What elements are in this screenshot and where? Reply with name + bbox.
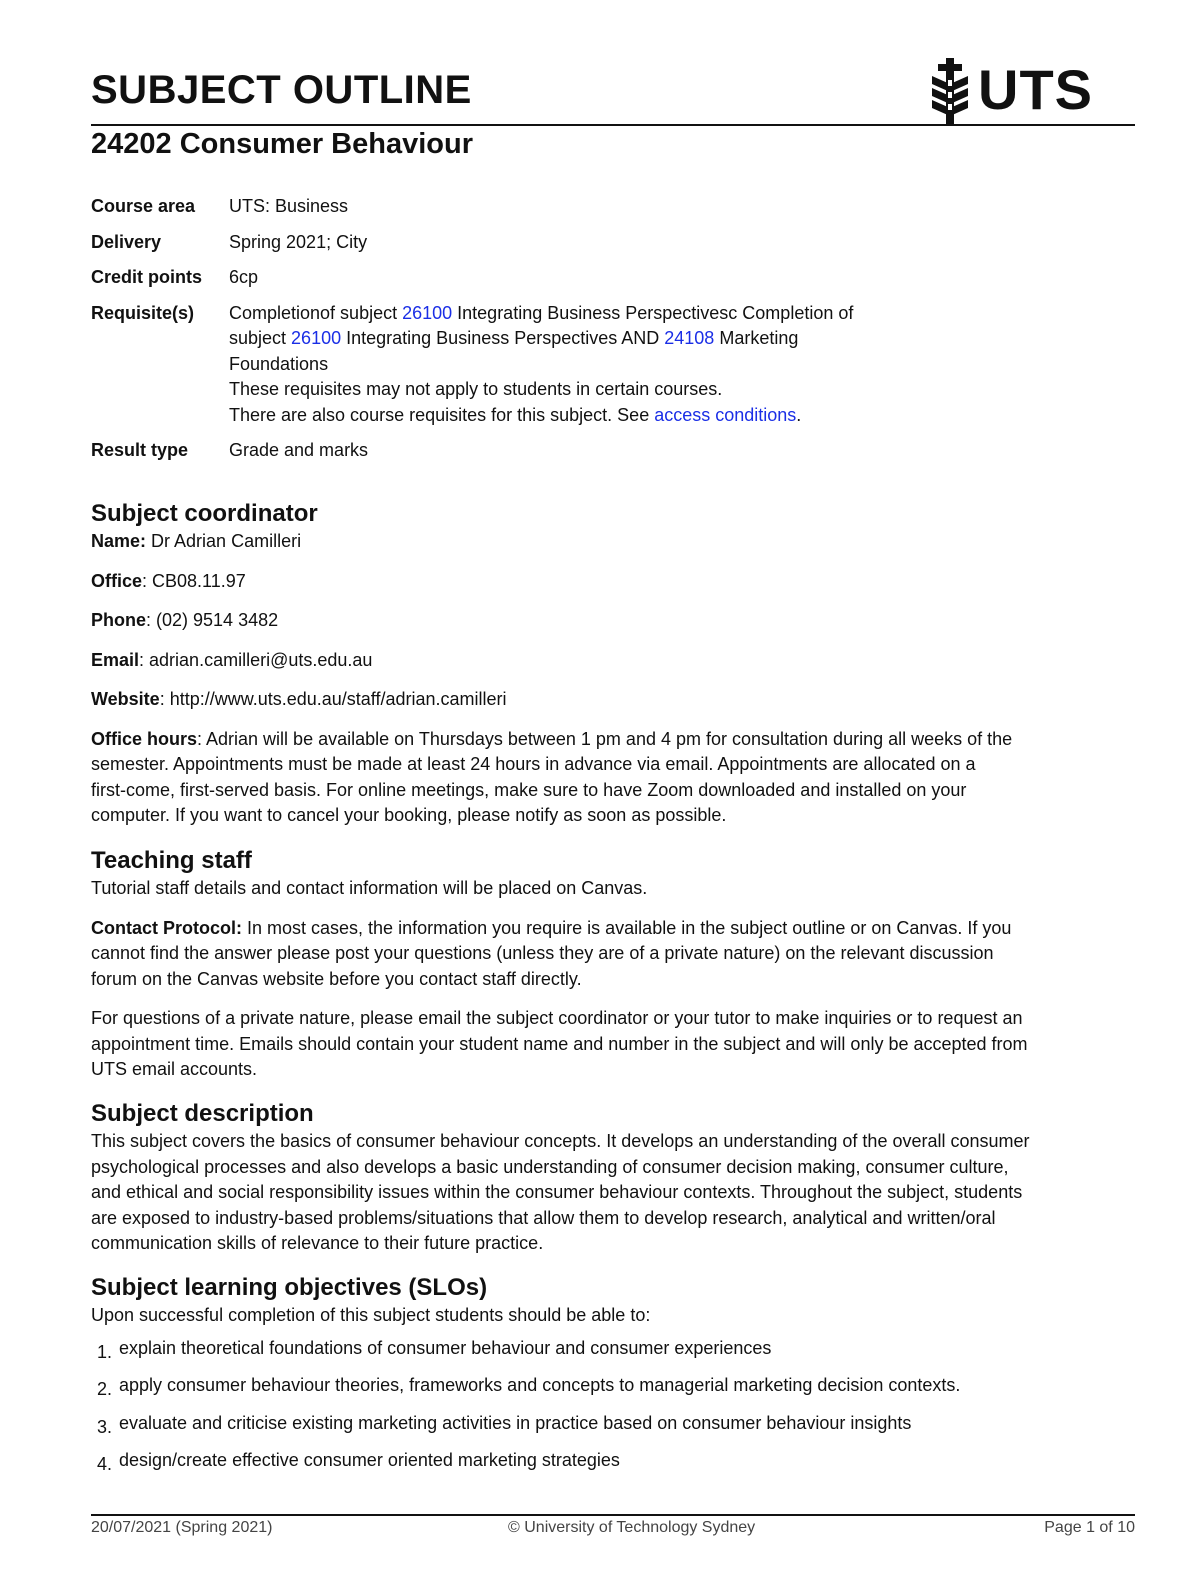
list-item [91, 1373, 1135, 1399]
teaching-intro: Tutorial staff details and contact information will be placed on Canvas. [91, 878, 648, 898]
field-label: Website [91, 689, 160, 709]
section-heading: Subject coordinator [91, 500, 318, 527]
list-number: 3. [97, 1416, 113, 1437]
field-label: Contact Protocol: [91, 917, 242, 938]
objectives-intro: Upon successful completion of this subject students should be able to: [91, 1305, 651, 1325]
coordinator-phone: : (02) 9514 3482 [146, 610, 279, 630]
description-section [91, 1099, 1135, 1271]
subject-title: 24202 Consumer Behaviour [91, 128, 473, 160]
contact-protocol-paragraph [91, 916, 1135, 993]
coordinator-name: Dr Adrian Camilleri [146, 531, 302, 551]
description-paragraph [91, 1129, 1135, 1257]
list-text: design/create effective consumer oriented marketing strategies [119, 1450, 620, 1470]
detail-label: Requisite(s) [91, 302, 195, 323]
coordinator-website: : http://www.uts.edu.au/staff/adrian.camilleri [159, 689, 507, 709]
paragraph-text: For questions of a private nature, please email the subject coordinator or your tutor to make inquiries or to request an [91, 1008, 1023, 1028]
list-item [91, 1336, 1135, 1362]
field-label: Name: [91, 531, 147, 551]
office-hours-text: computer. If you want to cancel your booking, please notify as soon as possible. [91, 805, 727, 825]
field-label: Phone [91, 610, 147, 630]
list-text: apply consumer behaviour theories, frameworks and concepts to managerial marketing decision contexts. [119, 1375, 961, 1395]
requisite-note-end: . [796, 404, 802, 425]
paragraph-text: psychological processes and also develops a basic understanding of consumer decision making, consumer culture, [91, 1156, 1009, 1177]
section-heading: Subject description [91, 1100, 314, 1127]
logo-wordmark: UTS [978, 58, 1093, 121]
subject-details [91, 194, 1091, 474]
requisite-text: Marketing [714, 328, 799, 348]
field-label: Office [91, 570, 143, 591]
section-heading: Subject learning objectives (SLOs) [91, 1274, 488, 1301]
requisite-text: Integrating Business Perspectivesc Completion of [452, 302, 854, 323]
field-label: Email [91, 649, 140, 670]
requisite-note: These requisites may not apply to students in certain courses. [229, 379, 723, 399]
paragraph-text: UTS email accounts. [91, 1059, 258, 1079]
objectives-section [91, 1273, 1135, 1486]
footer-date: 20/07/2021 (Spring 2021) [91, 1519, 273, 1536]
list-number: 1. [97, 1341, 113, 1362]
detail-row-requisites [91, 301, 1091, 429]
header-divider [91, 124, 1135, 126]
paragraph-text: forum on the Canvas website before you contact staff directly. [91, 968, 582, 989]
footer-divider [91, 1514, 1135, 1516]
detail-label: Result type [91, 440, 189, 460]
detail-row-credit-points [91, 265, 1091, 291]
detail-row-course-area [91, 194, 1091, 220]
paragraph-text: are exposed to industry-based problems/situations that allow them to develop research, analytical and written/oral [91, 1207, 996, 1228]
detail-value: Spring 2021; City [229, 231, 368, 252]
section-heading: Teaching staff [91, 847, 252, 874]
detail-label: Credit points [91, 267, 202, 287]
detail-label: Delivery [91, 231, 162, 252]
detail-row-result-type [91, 438, 1091, 464]
objectives-list [91, 1336, 1135, 1474]
detail-row-delivery [91, 230, 1091, 256]
requisite-link-26100[interactable]: 26100 [402, 302, 453, 323]
paragraph-text: appointment time. Emails should contain your student name and number in the subject and will only be accepted from [91, 1033, 1028, 1054]
office-hours-text: : Adrian will be available on Thursdays between 1 pm and 4 pm for consultation during all weeks of the [197, 728, 1013, 749]
page-title: SUBJECT OUTLINE [91, 68, 472, 112]
paragraph-text: This subject covers the basics of consumer behaviour concepts. It develops an understanding of the overall consumer [91, 1131, 1030, 1151]
requisite-text: Integrating Business Perspectives AND [341, 328, 665, 348]
paragraph-text: In most cases, the information you require is available in the subject outline or on Canvas. If you [242, 917, 1012, 938]
requisite-note: There are also course requisites for this subject. See [229, 404, 655, 425]
footer-page-number: Page 1 of 10 [1044, 1519, 1135, 1536]
coordinator-office: : CB08.11.97 [142, 570, 246, 591]
paragraph-text: cannot find the answer please post your questions (unless they are of a private nature) on the relevant discussion [91, 943, 994, 963]
access-conditions-link[interactable]: access conditions [654, 404, 797, 425]
coordinator-section [91, 499, 1135, 843]
detail-value: Grade and marks [229, 440, 369, 460]
list-text: evaluate and criticise existing marketing activities in practice based on consumer behaviour insights [119, 1412, 912, 1433]
requisites-text [229, 301, 1091, 429]
office-hours-text: semester. Appointments must be made at least 24 hours in advance via email. Appointments are allocated on a [91, 754, 976, 774]
list-number: 4. [97, 1454, 113, 1474]
requisite-text: subject [229, 328, 292, 348]
detail-value: UTS: Business [229, 196, 349, 216]
footer-copyright: © University of Technology Sydney [508, 1519, 756, 1536]
requisite-text: Foundations [229, 353, 329, 374]
private-questions-paragraph [91, 1006, 1135, 1083]
list-text: explain theoretical foundations of consumer behaviour and consumer experiences [119, 1337, 772, 1358]
requisite-link-24108[interactable]: 24108 [664, 328, 715, 348]
teaching-staff-section [91, 846, 1135, 1097]
list-item [91, 1411, 1135, 1437]
uts-crest-icon [928, 58, 972, 124]
list-item [91, 1448, 1135, 1474]
paragraph-text: communication skills of relevance to their future practice. [91, 1233, 544, 1253]
requisite-link-26100[interactable]: 26100 [291, 328, 342, 348]
office-hours-paragraph [91, 727, 1135, 829]
list-number: 2. [97, 1379, 113, 1399]
uts-logo [928, 58, 1096, 124]
paragraph-text: and ethical and social responsibility issues within the consumer behaviour contexts. Throughout the subject, students [91, 1182, 1023, 1202]
coordinator-email: : adrian.camilleri@uts.edu.au [139, 649, 373, 670]
office-hours-text: first-come, first-served basis. For online meetings, make sure to have Zoom downloaded and installed on your [91, 779, 967, 800]
requisite-text: Completionof subject [229, 302, 403, 323]
detail-label: Course area [91, 196, 196, 216]
detail-value: 6cp [229, 267, 259, 287]
field-label: Office hours [91, 728, 198, 749]
